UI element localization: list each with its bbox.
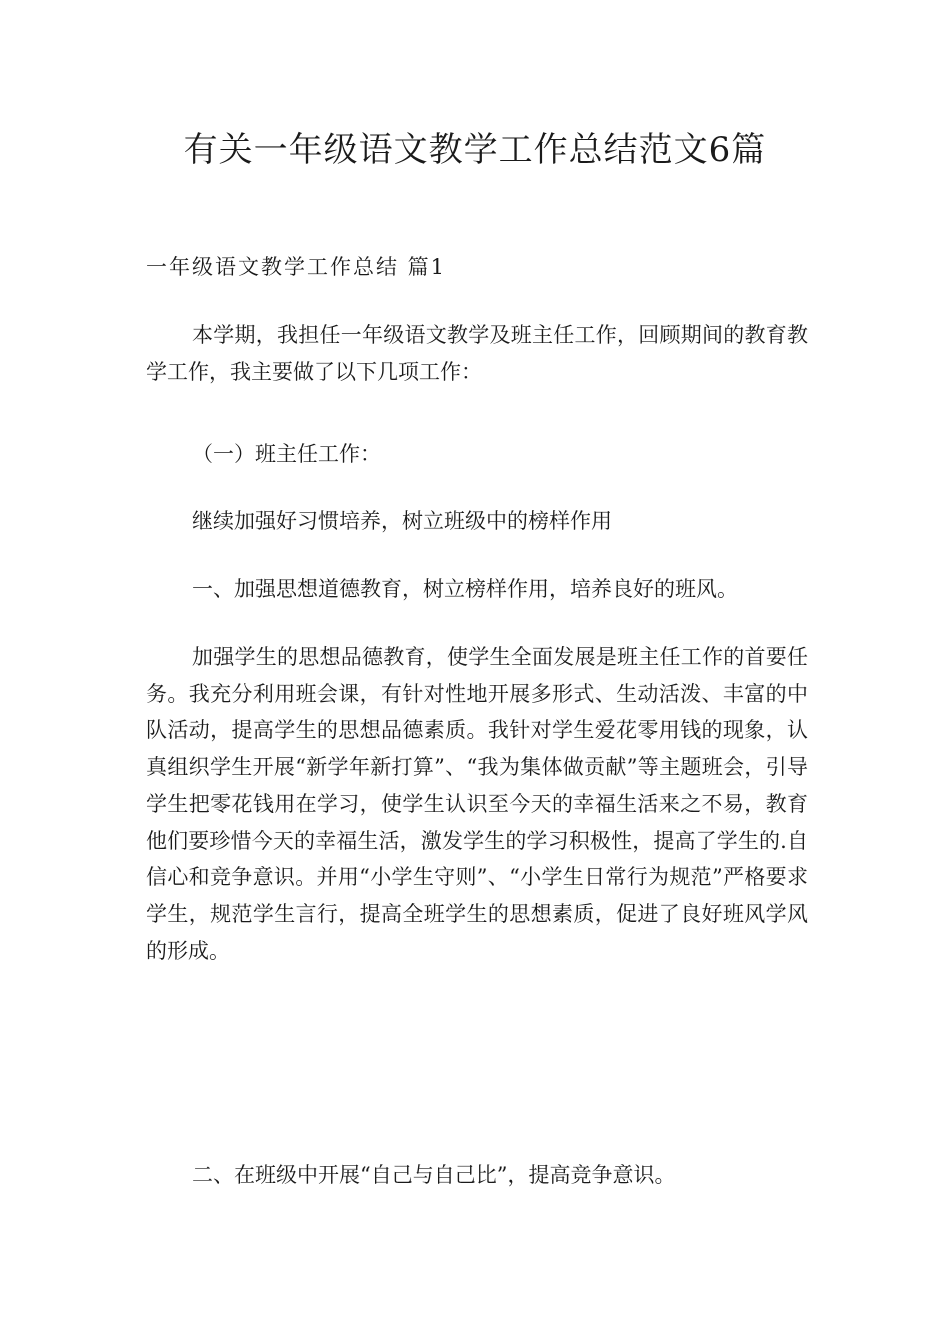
point-one-heading: 一、加强思想道德教育，树立榜样作用，培养良好的班风。 [192, 577, 738, 601]
paragraph-habits: 继续加强好习惯培养，树立班级中的榜样作用 [192, 509, 612, 533]
intro-paragraph: 本学期，我担任一年级语文教学及班主任工作，回顾期间的教育教学工作，我主要做了以下几项工作： [146, 323, 808, 384]
point-two-heading: 二、在班级中开展“自己与自己比”，提高竞争意识。 [192, 1163, 676, 1187]
subheading-class-teacher-work: （一）班主任工作： [192, 442, 381, 466]
main-paragraph: 加强学生的思想品德教育，使学生全面发展是班主任工作的首要任务。我充分利用班会课，有针对性地开展多形式、生动活泼、丰富的中队活动，提高学生的思想品德素质。我针对学生爱花零用钱的现象，认真组织学生开展“新学年新打算”、“我为集体做贡献”等主题班会，引导学生把零花钱用在学习，使学生认识至今天的幸福生活来之不易，教育他们要珍惜今天的幸福生活，激发学生的学习积极性，提高了学生的.自信心和竞争意识。并用“小学生守则”、“小学生日常行为规范”严格要求学生，规范学生言行，提高全班学生的思想素质，促进了良好班风学风的形成。 [146, 645, 808, 963]
section-heading: 一年级语文教学工作总结 篇1 [146, 255, 447, 279]
document-title: 有关一年级语文教学工作总结范文6篇 [183, 130, 767, 170]
